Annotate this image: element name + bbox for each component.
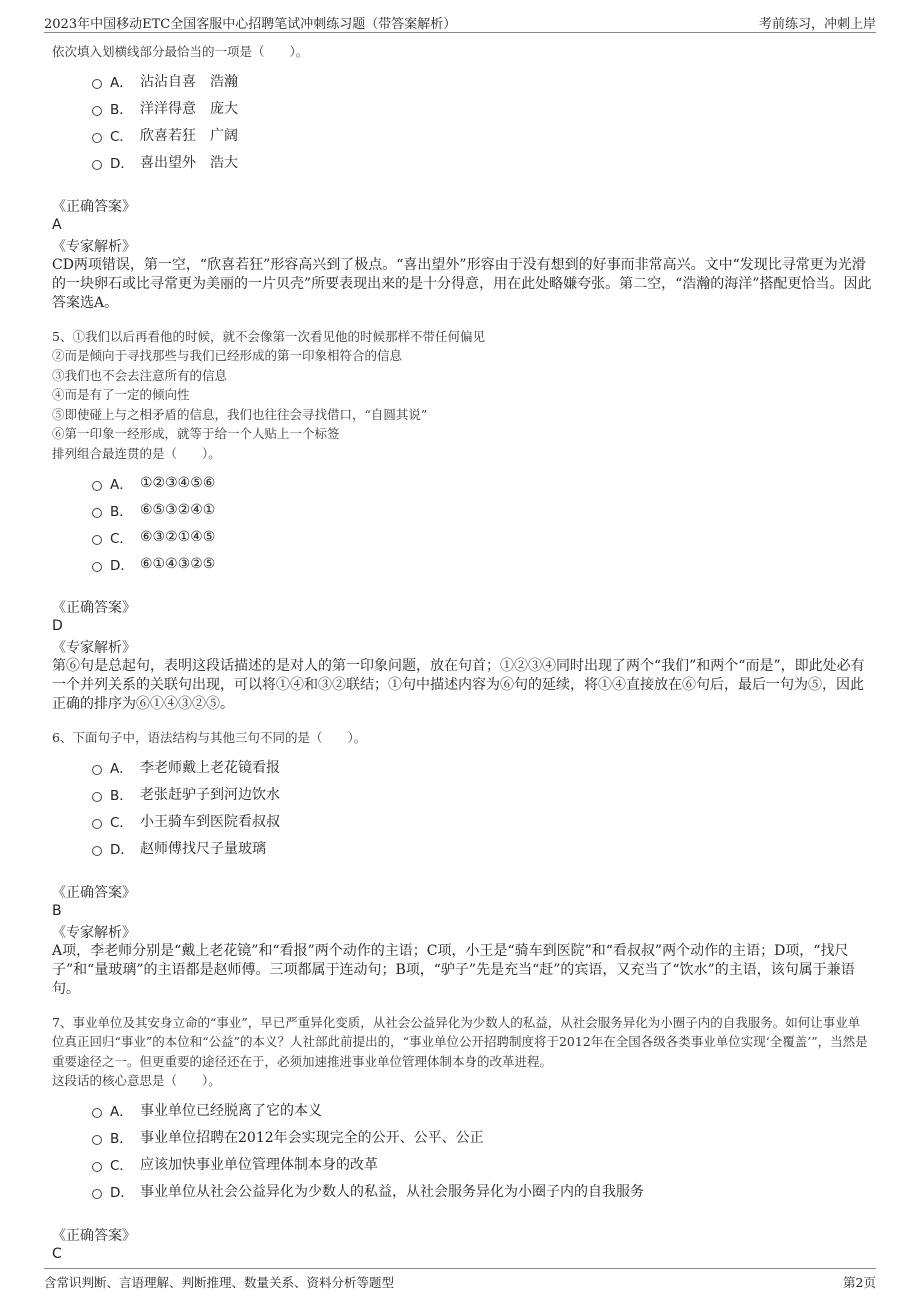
option-text: 赵师傅找尺子量玻璃 <box>140 841 266 857</box>
radio-icon[interactable] <box>92 1135 102 1145</box>
option-text: 洋洋得意 庞大 <box>140 101 238 117</box>
option-letter: D． <box>110 1185 134 1201</box>
page-number: 第2页 <box>843 1275 876 1290</box>
stem-line: ⑤即使碰上与之相矛盾的信息，我们也往往会寻找借口，“自圆其说” <box>52 406 428 422</box>
option-letter: A． <box>110 75 133 91</box>
answer-label: 《正确答案》 <box>52 1227 136 1244</box>
option-c[interactable] <box>92 1151 872 1178</box>
stem-line: ④而是有了一定的倾向性 <box>52 387 190 402</box>
option-d[interactable] <box>92 1178 872 1205</box>
option-letter: D． <box>110 156 134 172</box>
option-a[interactable] <box>92 1097 872 1124</box>
page-content <box>52 42 872 1263</box>
option-text: 喜出望外 浩大 <box>140 155 238 171</box>
radio-icon[interactable] <box>92 765 102 775</box>
option-letter: C． <box>110 129 133 145</box>
stem-line: ⑥第一印象一经形成，就等于给一个人贴上一个标签 <box>52 426 340 441</box>
radio-icon[interactable] <box>92 846 102 856</box>
radio-icon[interactable] <box>92 133 102 143</box>
option-b[interactable] <box>92 496 872 523</box>
page-header <box>44 10 876 33</box>
radio-icon[interactable] <box>92 1108 102 1118</box>
option-letter: B． <box>110 102 133 118</box>
answer-value: C <box>52 1245 62 1262</box>
option-d[interactable] <box>92 835 872 862</box>
explanation-label: 《专家解析》 <box>52 640 136 656</box>
explanation-text: A项，李老师分别是“戴上老花镜”和“看报”两个动作的主语；C项，小王是“骑车到医院”和“看叔叔”两个动作的主语；D项，“找尺子”和“量玻璃”的主语都是赵师傅。三项都属于连动句；B项，“驴子”先是充当“赶”的宾语，又充当了“饮水”的主语，该句属于兼语句。 <box>52 942 855 997</box>
question-4 <box>52 42 872 313</box>
question-6 <box>52 728 872 999</box>
option-letter: B． <box>110 788 133 804</box>
option-text: ①②③④⑤⑥ <box>140 474 216 491</box>
option-text: 沾沾自喜 浩瀚 <box>140 74 238 90</box>
radio-icon[interactable] <box>92 160 102 170</box>
answer-value: A <box>52 216 62 233</box>
header-slogan: 考前练习，冲刺上岸 <box>758 17 876 32</box>
option-text: 应该加快事业单位管理体制本身的改革 <box>140 1157 378 1173</box>
option-text: ⑥③②①④⑤ <box>140 528 216 545</box>
question-5 <box>52 327 872 715</box>
footer-subjects: 含常识判断、言语理解、判断推理、数量关系、资料分析等题型 <box>44 1275 395 1290</box>
option-a[interactable] <box>92 68 872 95</box>
radio-icon[interactable] <box>92 1189 102 1199</box>
option-letter: C． <box>110 815 133 831</box>
explanation-text: CD两项错误，第一空，“欣喜若狂”形容高兴到了极点。“喜出望外”形容由于没有想到的好事而非常高兴。文中“发现比寻常更为光滑的一块卵石或比寻常更为美丽的一片贝壳”所要表现出来的是十分得意，用在此处略嫌夸张。第二空，“浩瀚的海洋”搭配更恰当。因此答案选A。 <box>52 256 872 311</box>
question-stem <box>52 327 872 464</box>
radio-icon[interactable] <box>92 79 102 89</box>
option-letter: C． <box>110 1158 133 1174</box>
answer-value: B <box>52 902 62 919</box>
radio-icon[interactable] <box>92 508 102 518</box>
option-text: 事业单位从社会公益异化为少数人的私益，从社会服务异化为小圈子内的自我服务 <box>140 1184 644 1200</box>
explanation-label: 《专家解析》 <box>52 924 136 941</box>
option-letter: B． <box>110 503 133 520</box>
answer-label: 《正确答案》 <box>52 600 136 616</box>
option-letter: D． <box>110 842 134 858</box>
option-a[interactable] <box>92 469 872 496</box>
option-d[interactable] <box>92 550 872 577</box>
option-list <box>92 469 872 577</box>
option-b[interactable] <box>92 95 872 122</box>
radio-icon[interactable] <box>92 792 102 802</box>
option-text: 老张赶驴子到河边饮水 <box>140 787 280 803</box>
stem-line: 排列组合最连贯的是（ ）。 <box>52 445 221 461</box>
option-b[interactable] <box>92 781 872 808</box>
radio-icon[interactable] <box>92 481 102 491</box>
option-letter: B． <box>110 1131 133 1147</box>
question-stem <box>52 1013 872 1091</box>
radio-icon[interactable] <box>92 535 102 545</box>
option-list <box>92 68 872 176</box>
answer-label: 《正确答案》 <box>52 884 136 901</box>
option-a[interactable] <box>92 754 872 781</box>
option-d[interactable] <box>92 149 872 176</box>
option-list <box>92 1097 872 1205</box>
option-text: 李老师戴上老花镜看报 <box>140 760 280 776</box>
stem-line: ③我们也不会去注意所有的信息 <box>52 367 228 383</box>
answer-label: 《正确答案》 <box>52 198 136 215</box>
stem-line: 5、①我们以后再看他的时候，就不会像第一次看见他的时候那样不带任何偏见 <box>52 328 485 344</box>
radio-icon[interactable] <box>92 1162 102 1172</box>
option-b[interactable] <box>92 1124 872 1151</box>
option-c[interactable] <box>92 122 872 149</box>
radio-icon[interactable] <box>92 106 102 116</box>
option-letter: A． <box>110 761 133 777</box>
option-text: ⑥⑤③②④① <box>140 501 216 518</box>
question-stem: 6、下面句子中，语法结构与其他三句不同的是（ ）。 <box>52 730 367 745</box>
option-text: 事业单位已经脱离了它的本义 <box>140 1103 322 1119</box>
option-text: 小王骑车到医院看叔叔 <box>140 814 280 830</box>
option-list <box>92 754 872 862</box>
option-text: ⑥①④③②⑤ <box>140 555 216 572</box>
option-letter: A． <box>110 476 133 493</box>
option-text: 事业单位招聘在2012年会实现完全的公开、公平、公正 <box>140 1130 484 1146</box>
option-c[interactable] <box>92 808 872 835</box>
option-c[interactable] <box>92 523 872 550</box>
question-7 <box>52 1013 872 1263</box>
option-letter: D． <box>110 557 134 574</box>
document-title: 2023年中国移动ETC全国客服中心招聘笔试冲刺练习题（带答案解析） <box>44 17 457 32</box>
option-text: 欣喜若狂 广阔 <box>140 128 238 144</box>
option-letter: A． <box>110 1104 133 1120</box>
explanation-text: 第⑥句是总起句，表明这段话描述的是对人的第一印象问题，放在句首；①②③④同时出现了两个“我们”和两个“而是”，即此处必有一个并列关系的关联句出现，可以将①④和③②联结；①句中描述内容为⑥句的延续，将①④直接放在⑥句后，最后一句为⑤，因此正确的排序为⑥①④③②⑤。 <box>52 658 865 712</box>
radio-icon[interactable] <box>92 562 102 572</box>
stem-line: ②而是倾向于寻找那些与我们已经形成的第一印象相符合的信息 <box>52 348 403 363</box>
stem-question: 这段话的核心意思是（ ）。 <box>52 1073 221 1088</box>
page-footer <box>44 1268 876 1293</box>
answer-value: D <box>52 618 63 634</box>
explanation-label: 《专家解析》 <box>52 238 136 255</box>
radio-icon[interactable] <box>92 819 102 829</box>
option-letter: C． <box>110 530 133 547</box>
question-stem: 依次填入划横线部分最恰当的一项是（ ）。 <box>52 44 309 59</box>
stem-passage: 7、事业单位及其安身立命的“事业”，早已严重异化变质，从社会公益异化为少数人的私益，从社会服务异化为小圈子内的自我服务。如何让事业单位真正回归“事业”的本位和“公益”的本义？人社部此前提出的，“事业单位公开招聘制度将于2012年在全国各级各类事业单位实现‘全覆盖’”，当然是重要途径之一。但更重要的途径还在于，必须加速推进事业单位管理体制本身的改革进程。 <box>52 1014 868 1069</box>
